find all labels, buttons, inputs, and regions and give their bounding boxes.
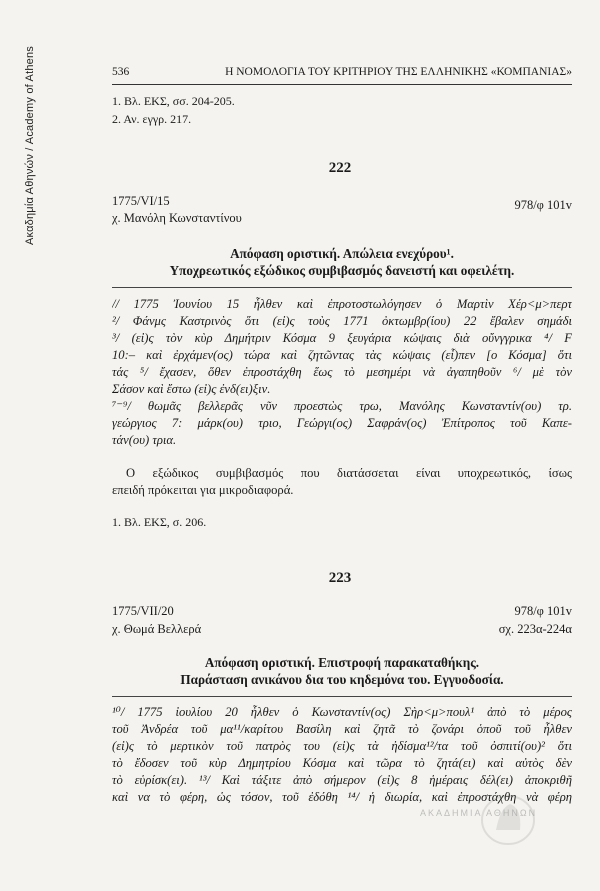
commentary-line: Ο εξώδικος συμβιβασμός που διατάσσεται είναι υποχρεωτικός, ίσως <box>126 466 572 480</box>
running-title: Η ΝΟΜΟΛΟΓΙΑ ΤΟΥ ΚΡΙΤΗΡΙΟΥ ΤΗΣ ΕΛΛΗΝΙΚΗΣ «ΚΟΜΠΑΝΙΑΣ» <box>225 66 572 78</box>
text-line: ³/ (εἰ)ς τὸν κὺρ Δημήτριν Κόσμα 9 ξευγάρια κώψαις διὰ οὔνγγρικα ⁴/ F <box>112 331 572 345</box>
entry-222-document-text <box>112 296 572 449</box>
academy-watermark-logo <box>438 790 578 850</box>
text-line: ²/ Φάνμς Καστρινὸς ὅτι (εἰ)ς τοὺς 1771 ὀκτωμβρ(ίου) 22 ἔβαλεν σημάδι <box>112 314 572 328</box>
entry-223-author: χ. Θωμά Βελλερά <box>112 622 202 636</box>
text-line: καὶ να τὸ φέρη, ὡς τόσον, τοῦ ἐδόθη ¹⁴/ ἡ διωρία, καὶ ἐπροστάχθη νὰ φέρη <box>112 790 572 804</box>
entry-223-date: 1775/VII/20 <box>112 604 174 618</box>
text-line: // 1775 Ἰουνίου 15 ἦλθεν καὶ ἐπροτοστωλόγησεν ὁ Μαρτὶν Χέρ<μ>περτ <box>112 297 572 311</box>
text-line: τὸ εὑρίσκ(ει). ¹³/ Καὶ τάξιτε ἀπὸ σήμερον (εἰ)ς 8 ἡμέραις δέλ(ει) ἀποκριθῆ <box>112 773 572 787</box>
text-line: τάν(ου) τρια. <box>112 433 177 447</box>
entry-number-223: 223 <box>328 570 352 586</box>
text-line: 10:– καὶ ἐρχάμεν(ος) τώρα καὶ ζητῶντας τὰς κώψαις (εἶ)πεν [ο Κόσμα] ὅτι <box>112 348 572 362</box>
entry-223-reference: 978/φ 101v <box>514 604 572 618</box>
entry-222-commentary <box>112 465 572 499</box>
top-footnote-1: 1. Βλ. ΕΚΣ, σσ. 204-205. <box>112 94 235 108</box>
watermark-text: ΑΚΑΔΗΜΙΑ ΑΘΗΝΩΝ <box>420 808 538 818</box>
text-line: ¹⁰/ 1775 ἰουλίου 20 ἦλθεν ὁ Κωνσταντίν(ος) Σὴρ<μ>πουλ¹ ἀπὸ τὸ μέρος <box>112 705 572 719</box>
top-footnote-2: 2. Αν. εγγρ. 217. <box>112 112 192 126</box>
text-line: τοῦ Ἀνδρέα τοῦ μα¹¹/καρίτου Βασίλη καὶ ζητᾶ τὸ ζονάρι ὁποῦ τοῦ ἦλθεν <box>112 722 572 736</box>
text-line: τὸ ἔδοσεν τοῦ κὺρ Δημητρίου Κόσμα καὶ τῶρα τὸ ζητά(ει) καὶ αὐτὸς δὲν <box>112 756 572 770</box>
entry-222-reference: 978/φ 101v <box>514 198 572 212</box>
text-line: (εἰ)ς τὸ μερτικὸν τοῦ πατρὸς του (εἰ)ς τὰ ἠδίσμα¹²/τα τοῦ ὀσπιτί(ου)² ὅτι <box>112 739 572 753</box>
entry-223-cross-reference: σχ. 223α-224α <box>498 622 572 636</box>
entry-222-author: χ. Μανόλη Κωνσταντίνου <box>112 211 242 225</box>
entry-223-title-line-2: Παράσταση ανικάνου δια του κηδεμόνα του. Εγγυοδοσία. <box>180 672 504 687</box>
text-line: γεώργιος 7: μάρκ(ου) τριο, Γεώργι(ος) Σαφράν(ος) Ἐπίτροπος τοῦ Καπε- <box>112 416 572 430</box>
text-line: Σάσον καὶ ἔστω (εἰ)ς ἐνδ(ει)ξιν. <box>112 382 271 396</box>
entry-222-title-rule <box>112 287 572 288</box>
text-line: ⁷⁻⁹/ θωμᾶς βελλερᾶς νῦν προεστὼς τρω, Μανόλης Κωνσταντίν(ου) τρ. <box>112 399 572 413</box>
archive-side-label: Ακαδημία Αθηνών / Academy of Athens <box>24 46 36 246</box>
header-divider <box>112 84 572 85</box>
entry-number-222: 222 <box>328 160 352 176</box>
page-number: 536 <box>112 66 130 78</box>
entry-223-title-rule <box>112 696 572 697</box>
entry-222-title-line-1: Απόφαση οριστική. Απώλεια ενεχύρου¹. <box>230 246 454 261</box>
entry-222-title-line-2: Υποχρεωτικός εξώδικος συμβιβασμός δανειστή και οφειλέτη. <box>169 263 515 278</box>
entry-222-date: 1775/VI/15 <box>112 194 170 208</box>
text-line: τάς ⁵/ ἔχασεν, ὅθεν ἐπροστάχθη ἕως τὸ μεσημέρι νὰ ἀγαπηθοῦν ⁶/ μὲ τὸν <box>112 365 572 379</box>
running-header <box>112 66 572 78</box>
entry-222-footnote: 1. Βλ. ΕΚΣ, σ. 206. <box>112 515 207 529</box>
commentary-line: επειδή πρόκειται για μικροδιαφορά. <box>112 483 294 497</box>
entry-223-title-line-1: Απόφαση οριστική. Επιστροφή παρακαταθήκης. <box>204 655 480 670</box>
